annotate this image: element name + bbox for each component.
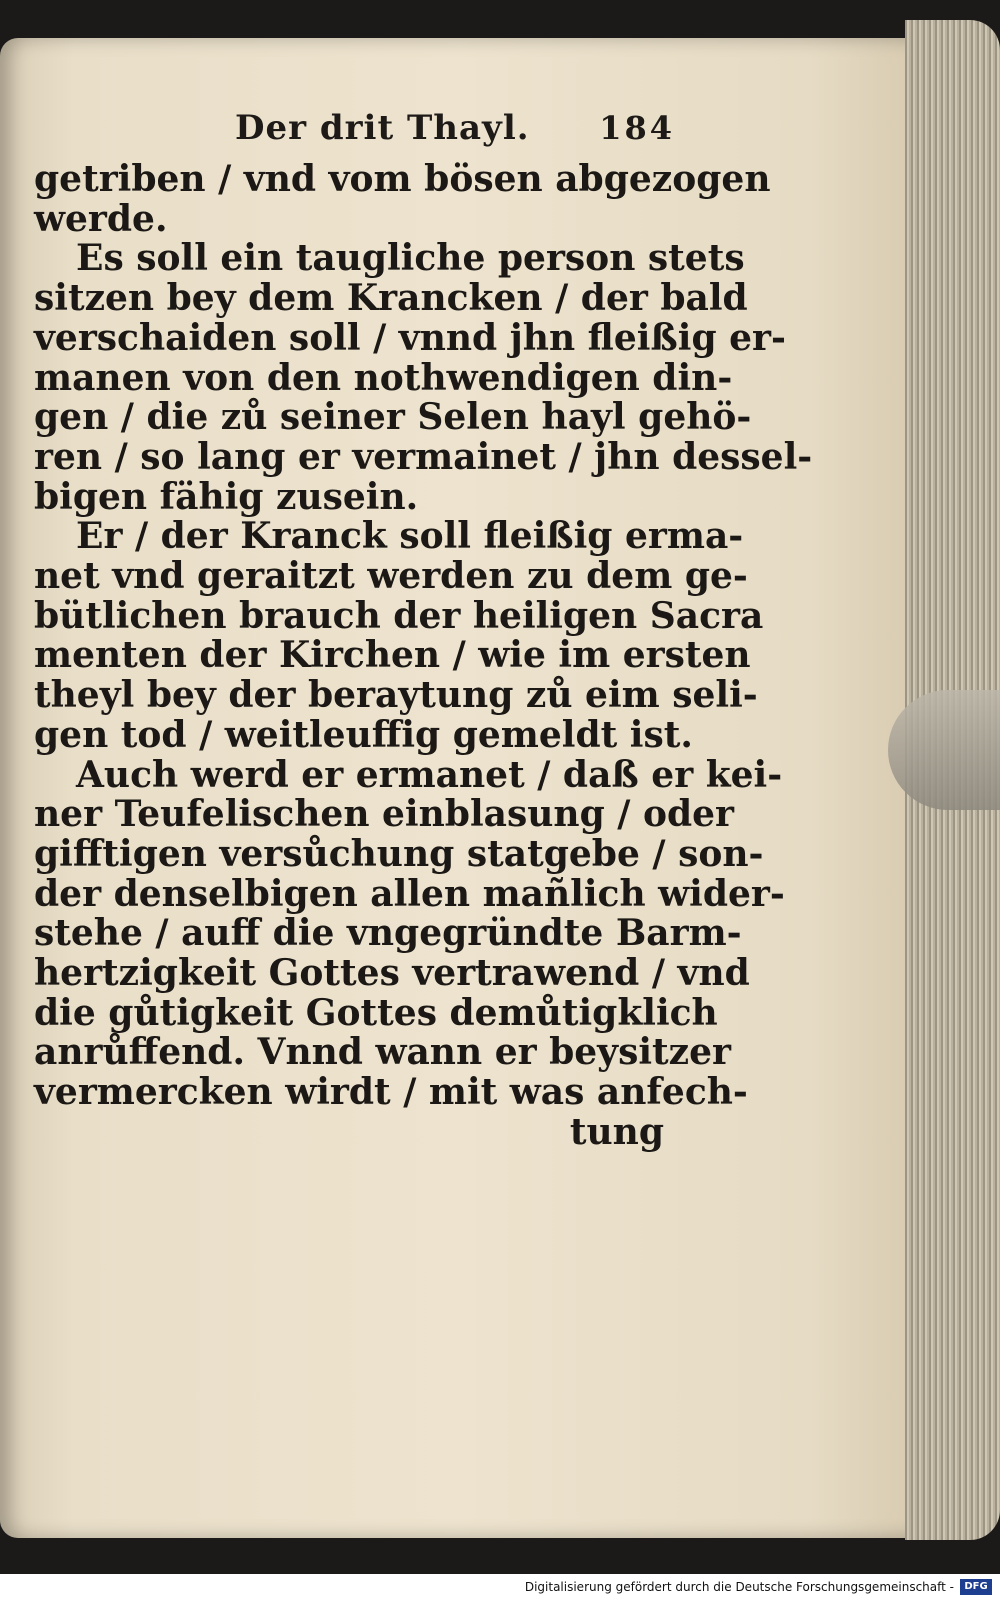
funding-credit: Digitalisierung gefördert durch die Deutsche Forschungsgemeinschaft -	[524, 1580, 954, 1594]
text-line: die gůtigkeit Gottes demůtigklich	[34, 991, 718, 1034]
text-line: vermercken wirdt / mit was anfech-	[34, 1071, 748, 1114]
text-line: hertzigkeit Gottes vertrawend / vnd	[34, 952, 750, 995]
text-line: verschaiden soll / vnnd jhn fleißig er-	[34, 316, 786, 359]
text-line: gifftigen versůchung statgebe / son-	[34, 832, 764, 875]
text-line: ner Teufelischen einblasung / oder	[34, 793, 735, 836]
text-line: gen / die zů seiner Selen hayl gehö-	[34, 396, 752, 439]
text-line: ren / so lang er vermainet / jhn dessel-	[34, 435, 813, 478]
text-line: gen tod / weitleuffig gemeldt ist.	[34, 713, 693, 756]
text-line: Auch werd er ermanet / daß er kei-	[76, 753, 783, 796]
text-line: getriben / vnd vom bösen abgezogen	[34, 158, 771, 200]
text-line: theyl bey der beraytung zů eim seli-	[34, 674, 758, 717]
dfg-logo: DFG	[960, 1579, 992, 1595]
text-line: stehe / auff die vngegründte Barm-	[34, 912, 742, 955]
text-line: bigen fähig zusein.	[34, 475, 419, 518]
page-clip	[888, 690, 1000, 810]
text-line: anrůffend. Vnnd wann er beysitzer	[34, 1031, 731, 1074]
text-line: der denselbigen allen mañlich wider-	[34, 872, 785, 915]
text-line: menten der Kirchen / wie im ersten	[34, 634, 751, 677]
text-line: Es soll ein taugliche person stets	[76, 237, 745, 280]
header-title: Der drit Thayl.	[235, 108, 530, 148]
text-line: werde.	[34, 197, 168, 240]
text-line: Er / der Kranck soll fleißig erma-	[76, 515, 744, 558]
footer-bar	[0, 1574, 1000, 1604]
page-number: 184	[599, 109, 675, 147]
text-line: sitzen bey dem Krancken / der bald	[34, 277, 748, 320]
text-line: net vnd geraitzt werden zu dem ge-	[34, 555, 748, 598]
text-line: bütlichen brauch der heiligen Sacra	[34, 594, 764, 637]
text-line: tung	[569, 1110, 664, 1153]
body-text	[34, 158, 813, 1153]
text-line: manen von den nothwendigen din-	[34, 356, 733, 399]
running-header	[235, 108, 675, 148]
